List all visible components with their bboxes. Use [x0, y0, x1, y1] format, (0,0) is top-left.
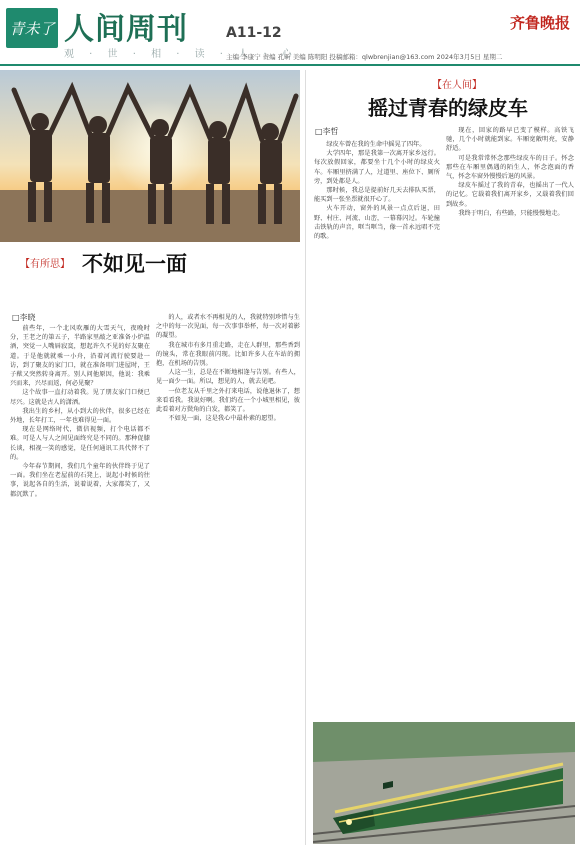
page-title: 人间周刊: [64, 12, 188, 47]
paragraph: 今年春节期间，我们几个童年的伙伴终于见了一面。我们坐在老屋前的石凳上，说起小时候的往事，说起各自的生活，说着说着，大家都笑了，又都沉默了。: [10, 463, 150, 498]
column-tag: 【有所思】: [20, 259, 70, 270]
paragraph: 我终于明白，有些路，只能慢慢地走。: [458, 209, 564, 217]
paragraph: 可是我常常怀念那些绿皮车的日子。怀念那些在车厢里偶遇的陌生人，怀念泡面的香气，怀念车窗外慢慢后退的风景。: [446, 154, 574, 181]
newspaper-name: 齐鲁晚报: [509, 14, 570, 32]
paragraph: 绿皮车曾在我的生命中摇晃了四年。: [326, 141, 426, 148]
byline: □李哲: [315, 127, 339, 136]
article-title: 不如见一面: [82, 251, 187, 276]
article-column-1: [10, 324, 150, 844]
paragraph: 我在城市有多月重走路，走在人群里，那些香到的镜头，常在我眼前闪现。比如许多人在车站的拥抱，在机场的告别。: [156, 341, 300, 368]
masthead: [0, 0, 580, 68]
paragraph: 的人，或者水不再相见的人，我就特别珍惜与生之中的每一次见面，每一次事事举杯，每一次对着影的凝望。: [156, 314, 300, 340]
paragraph: 大学四年，那是我第一次离开家乡远行。每次放假回家，都要坐十几个小时的绿皮火车。车厢里挤满了人，过道里、座位下、厕所旁，到处都是人。: [314, 150, 440, 185]
article-column-2: [156, 313, 300, 844]
masthead-rule: [0, 64, 580, 66]
paragraph: 不如见一面，这是我心中最朴素的愿望。: [168, 415, 280, 423]
edition-number: A11-12: [226, 25, 282, 41]
column-divider: [305, 70, 306, 845]
paragraph: 现在，回家的路早已变了模样。高铁飞驰，几个小时就能到家。车厢宽敞明亮，安静舒适。: [446, 127, 574, 153]
paragraph: 火车开动，窗外的风景一点点后退，田野、村庄、河流、山峦，一幕幕闪过。车轮撞击铁轨的声音，哐当哐当，像一首永远唱不完的歌。: [314, 205, 440, 241]
article-column-4: [446, 126, 574, 718]
credits-line: 主编 李康宁 责编 孔昕 美编 陈明阳 投稿邮箱：qlwbrenjian@163.com 2024年3月5日 星期二: [226, 53, 503, 61]
paragraph: 人这一生，总是在不断地相逢与告别。有些人，见一面少一面。所以，想见的人，就去见吧。: [156, 369, 300, 386]
byline: □李晓: [12, 313, 36, 322]
paragraph: 前些年，一个北风吹雁的大雪天气，夜晚时分，王老之的第五子，半路家里敲之亚准备小炉温酒，突觉一人嘴唇寂寞，想起许久不见的好友聚在道。于是他就就乘一小舟，沿着河流行驶要赴一访，到了聚友的家门口，就在准备叩门进屋时，王子猷又突然转身离开。别人问他原因，他说：我乘兴而来，兴尽而返，何必见聚？: [10, 325, 150, 388]
paragraph: 现在是网络时代，微信视频，打个电话都不难。可是人与人之间见面终究是不同的。那种促膝长谈，相视一笑的感觉，是任何通讯工具代替不了的。: [10, 426, 150, 461]
paragraph: 一位老友从千里之外打来电话，说他退休了，想来看看我。我说好啊。我们约在一个小城里相见，彼此看着对方鬓角的白发，都笑了。: [156, 387, 300, 414]
paragraph: 这个故事一直打动着我。见了朋友家门口便已尽兴。这就是古人的潇洒。: [10, 389, 150, 406]
paragraph: 那时候，我总是提前好几天去排队买票，能买到一张坐票就很开心了。: [314, 187, 440, 204]
article-column-3: [314, 140, 440, 718]
train-photo: [313, 722, 575, 844]
green-train-image: [313, 722, 575, 844]
column-tag: 【在人间】: [432, 80, 482, 91]
article-title: 摇过青春的绿皮车: [368, 96, 528, 120]
logo: 青未了: [6, 8, 58, 48]
paragraph: 我出生的乡村，从小到大的伙伴，很多已经在外地，长年打工，一年也难得见一面。: [10, 407, 150, 425]
page-subtitle: 观 · 世 · 相 · 读 · 人 · 心: [64, 49, 298, 60]
paragraph: 绿皮车摇过了我的青春，也摇出了一代人的记忆。它载着我们离开家乡，又载着我们回到故乡。: [446, 182, 574, 208]
